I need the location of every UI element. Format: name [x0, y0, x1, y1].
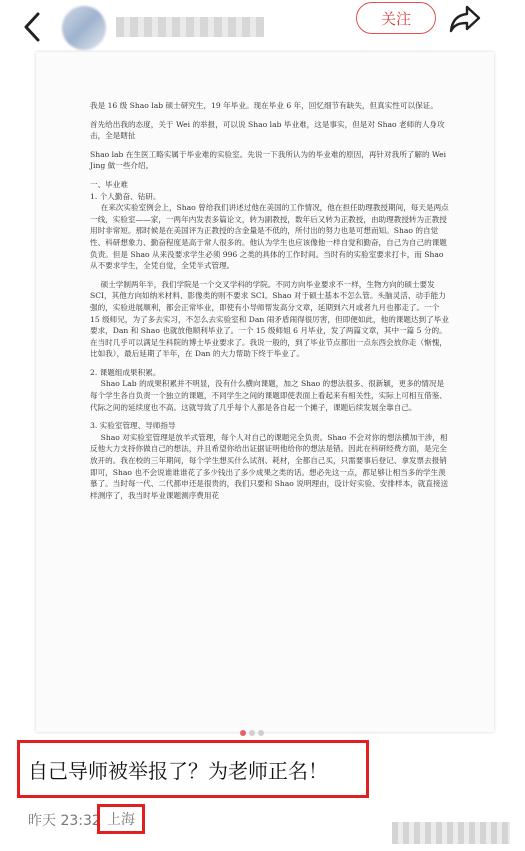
doc-paragraph: 我是 16 级 Shao lab 硕士研究生，19 年毕业。现在毕业 6 年，回忆细节有缺失，但真实性可以保证。 — [90, 101, 438, 110]
doc-paragraph: 硕士学制两年半，我们学院是一个交叉学科的学院。不同方向毕业要求不一样，生物方向的硕士要发 SCI，其他方向如纳米材料、影像类的则不要求 SCI。Shao 对于硕士基本不怎么管。头脑灵活、动手能力强的，实验进展顺利，都会正常毕业，即使有小导师帮发高分文章，延期到六月或者九月也都走了。一个 15 级师兄，为了多去实习，不怎么去实验室和 Dan 闹矛盾闹得很厉害，但即便如此，他的课题达到了毕业要求，Dan 和 Shao 也就放他顺利毕业了。一个 15 级师姐 6 月毕业，发了两篇文章，其中一篇 5 分的。在当时几乎可以满足生科院的博士毕业要求了。我说一般的，到了毕业节点都出一点东西会放你走（惭愧，比如我），最后延期了半年，在 Dan 的大力帮助下终于毕业了。 — [90, 279, 449, 359]
pager-dot-active — [240, 730, 246, 736]
pager-dot — [258, 730, 264, 736]
back-chevron-icon[interactable] — [18, 10, 48, 44]
post-title-text: 自己导师被举报了？为老师正名！ — [28, 758, 328, 783]
author-avatar[interactable] — [62, 6, 106, 50]
author-name-blurred[interactable] — [116, 17, 264, 37]
doc-paragraph: Shao 对实验室管理是放羊式管理，每个人对自己的课题完全负责。Shao 不会对你的想法横加干涉，相反他大力支持你做自己的想法，并且希望你给出证据证明他给你的想法是错。因此在科研经费方面，是完全放开的。我在校的三年期间，每个学生想买什么试剂、耗材，全都自己买，只需要事后登记、拿发票去报销即可，Shao 也不会说谁谁谁花了多少钱出了多少成果之类的话。想必先这一点，都足够让相当多的学生羡慕了。当时每一代、二代都申还是很贵的，我们只要和 Shao 说明理由，设计好实验、安排样本，就直接送样测序了，我当时毕业课题测序费用花 — [90, 432, 449, 500]
post-time: 昨天 23:32 — [28, 813, 101, 829]
doc-heading: 一、毕业难 — [90, 179, 128, 189]
pager-dot — [249, 730, 255, 736]
doc-subheading: 1. 个人勤奋、钻研。 — [90, 191, 161, 201]
doc-subheading: 2. 课题组成果积累。 — [90, 367, 161, 377]
top-bar — [0, 0, 525, 56]
document-text — [90, 100, 450, 508]
doc-paragraph: Shao Lab 的成果积累并不明显，没有什么横向课题，加之 Shao 的想法很多、很新颖，更多的情况是每个学生各自负责一个独立的课题，不同学生之间的课题即使表面上看起来有相关性，实际上可相互借鉴、代际之间的延续度也不高。这就导致了几乎每个人都是各自起一个摊子，课题后续发展全靠自己。 — [90, 379, 447, 412]
document-image[interactable] — [36, 52, 494, 732]
blurred-meta — [392, 822, 510, 844]
post-location-text: 上海 — [107, 812, 135, 828]
doc-subheading: 3. 实验室管理、导师指导 — [90, 421, 176, 431]
doc-paragraph: Shao lab 在生医工略实属于毕业难的实验室。先说一下我所认为的毕业难的原因，再针对我所了解的 Wei Jing 做一些介绍。 — [90, 149, 447, 171]
doc-paragraph: 首先给出我的态度，关于 Wei 的举报，可以说 Shao lab 毕业难，这是事实，但是对 Shao 老师的人身攻击，全是瞎扯 — [90, 119, 445, 141]
post-title — [17, 740, 369, 798]
follow-button[interactable]: 关注 — [356, 2, 436, 34]
share-arrow-icon[interactable] — [448, 4, 482, 34]
image-pager-dots — [238, 730, 268, 738]
doc-paragraph: 在来次实验室例会上，Shao 曾给我们讲述过他在美国的工作情况，他在担任助理教授期间，每天是两点一线，实验室——家，一两年内发表多篇论文，转为副教授，数年后又转为正教授，由助理教授转为正教授用时非常短。那时候是在美国评为正教授的含金量是不低的，所付出的努力也是可想而知。Shao 的自觉性、科研想象力、勤奋程度是高于常人很多的。他认为学生也应该像他一样自觉和勤奋，自己为自己的课题负责。但是 Shao 从来没要求学生必须 996 之类的具体的工作时间。当时有的实验室要求打卡，而 Shao 从不要求学生，全凭自觉，全凭半式管理。 — [90, 203, 449, 271]
post-location — [97, 804, 145, 834]
